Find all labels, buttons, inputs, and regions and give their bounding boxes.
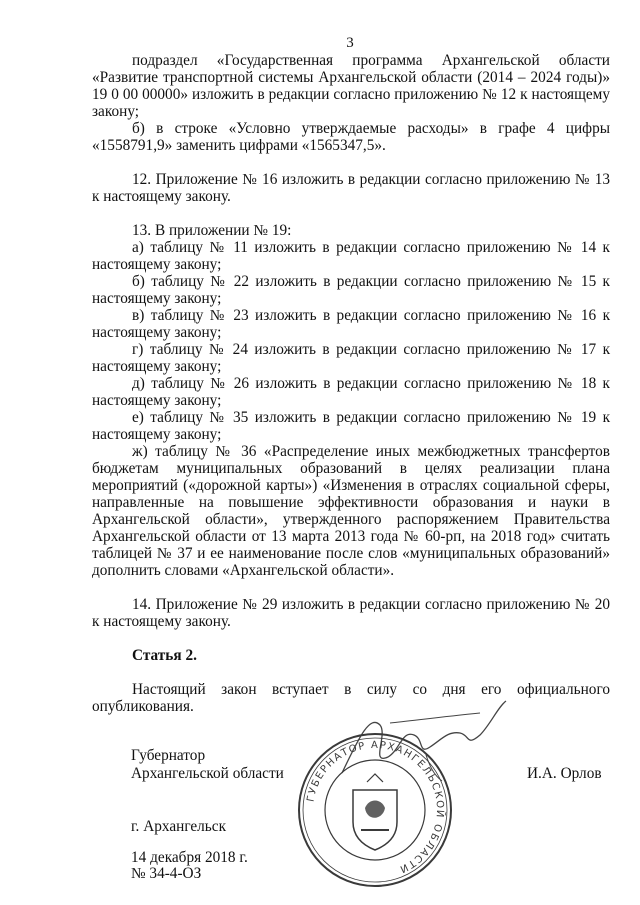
place-of-signing: г. Архангельск xyxy=(131,818,227,835)
article-text: Настоящий закон вступает в силу со дня его официального опубликования. xyxy=(92,681,610,715)
list-item-b: б) таблицу № 22 изложить в редакции согласно приложению № 15 к настоящему закону; xyxy=(92,273,610,307)
signatory-title-line2: Архангельской области xyxy=(131,765,284,782)
paragraph-item-b: б) в строке «Условно утверждаемые расходы» в графе 4 цифры «1558791,9» заменить цифрами «1565347,5». xyxy=(92,120,610,154)
signatory-name: И.А. Орлов xyxy=(527,765,602,782)
page-number: 3 xyxy=(346,35,354,51)
document-body xyxy=(92,52,610,715)
list-item-d: д) таблицу № 26 изложить в редакции согласно приложению № 18 к настоящему закону; xyxy=(92,375,610,409)
paragraph-14: 14. Приложение № 29 изложить в редакции согласно приложению № 20 к настоящему закону. xyxy=(92,596,610,630)
signatory-title-line1: Губернатор xyxy=(131,747,206,764)
official-seal xyxy=(295,730,455,890)
law-number: № 34-4-ОЗ xyxy=(131,865,202,882)
list-item-v: в) таблицу № 23 изложить в редакции согласно приложению № 16 к настоящему закону; xyxy=(92,307,610,341)
list-item-g: г) таблицу № 24 изложить в редакции согласно приложению № 17 к настоящему закону; xyxy=(92,341,610,375)
list-item-zh: ж) таблицу № 36 «Распределение иных межбюджетных трансфертов бюджетам муниципальных образований в целях реализации плана мероприятий («дорожной карты») «Изменения в отраслях социальной сферы, направленные на повышение эффективности образования и науки в Архангельской области», утвержденного распоряжением Правительства Архангельской области от 13 марта 2013 года № 60-рп, на 2018 год» считать таблицей № 37 и ее наименование после слов «муниципальных образований» дополнить словами «Архангельской области». xyxy=(92,443,610,579)
seal-ring-text: ГУБЕРНАТОР АРХАНГЕЛЬСКОЙ ОБЛАСТИ xyxy=(305,739,446,875)
paragraph-12: 12. Приложение № 16 изложить в редакции согласно приложению № 13 к настоящему закону. xyxy=(92,171,610,205)
signing-date: 14 декабря 2018 г. xyxy=(131,849,248,866)
list-item-e: е) таблицу № 35 изложить в редакции согласно приложению № 19 к настоящему закону; xyxy=(92,409,610,443)
article-heading: Статья 2. xyxy=(132,647,197,664)
paragraph-subsection: подраздел «Государственная программа Архангельской области «Развитие транспортной системы Архангельской области (2014 – 2024 годы)» 19 0 00 00000» изложить в редакции согласно приложению № 12 к настоящему закону; xyxy=(92,52,610,120)
list-item-a: а) таблицу № 11 изложить в редакции согласно приложению № 14 к настоящему закону; xyxy=(92,239,610,273)
paragraph-13: 13. В приложении № 19: xyxy=(132,222,292,239)
